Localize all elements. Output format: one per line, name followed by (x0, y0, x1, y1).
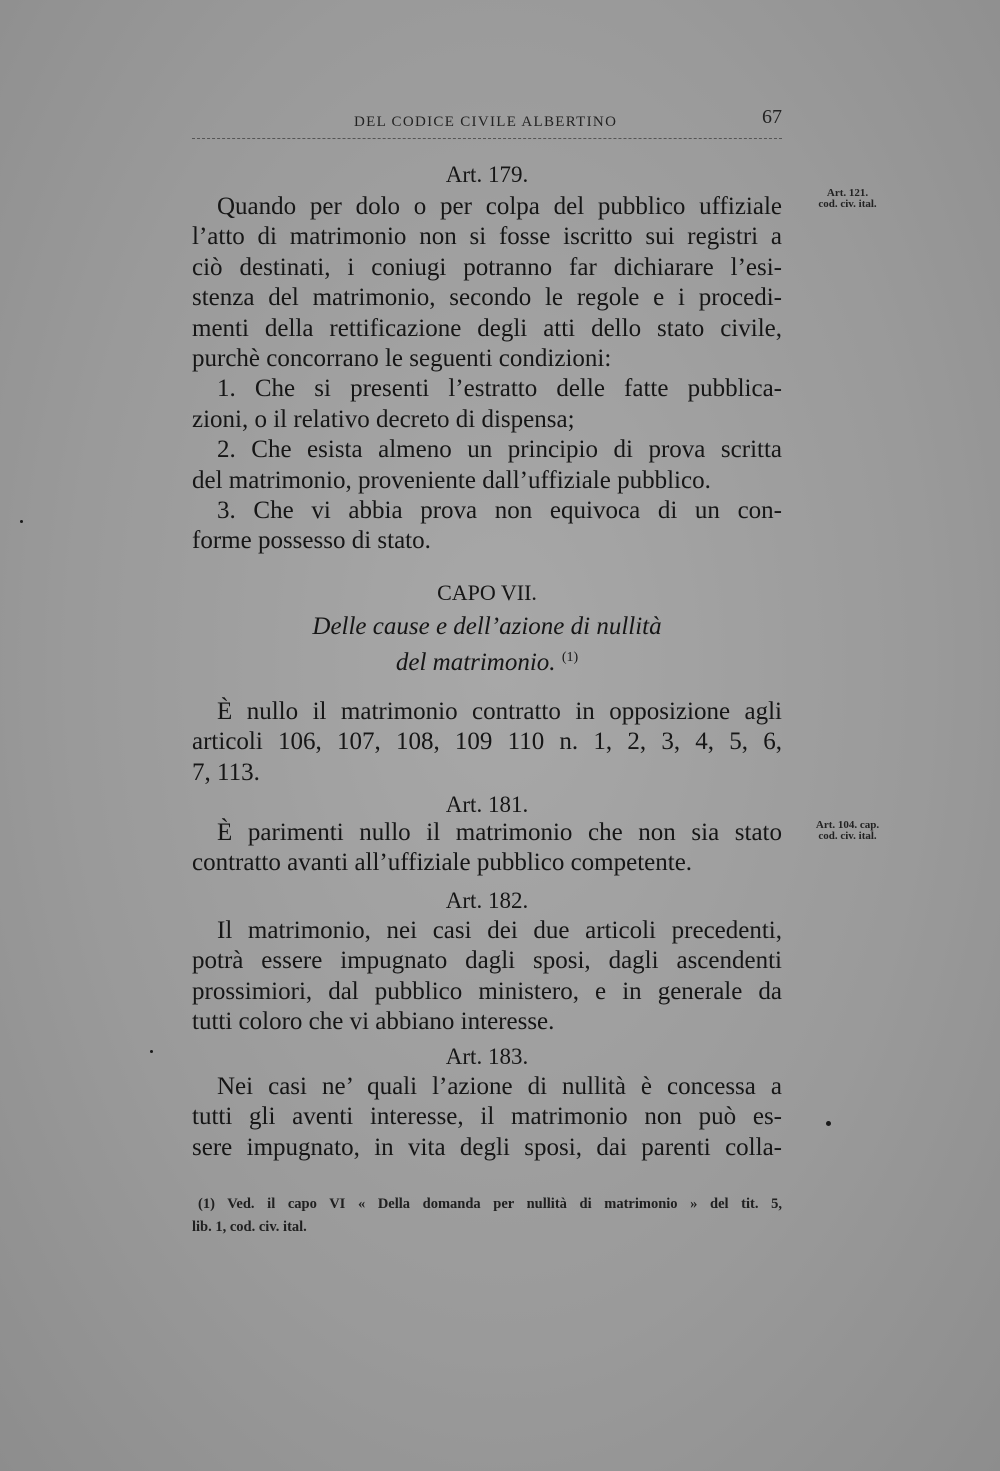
text-line: potrà essere impugnato dagli sposi, dagli ascendenti (192, 947, 782, 975)
text-line: 3. Che vi abbia prova non equivoca di un con- (217, 497, 782, 525)
text-line: articoli 106, 107, 108, 109 110 n. 1, 2, 3, 4, 5, 6, (192, 728, 782, 756)
footnote (192, 1193, 782, 1239)
article-179-body (192, 192, 782, 557)
article-179-heading: Art. 179. (445, 162, 529, 187)
footnote-reference: (1) (561, 650, 579, 665)
text-line: zioni, o il relativo decreto di dispensa; (192, 405, 575, 433)
chapter-subtitle-line-1: Delle cause e dell’azione di nullità (312, 613, 662, 640)
chapter-subtitle-line-2 (192, 643, 782, 678)
chapter-title: CAPO VII. (437, 580, 537, 605)
footnote-line-1: (1) Ved. il capo VI « Della domanda per nullità di matrimonio » del tit. 5, (198, 1196, 782, 1212)
text-line: menti della rettificazione degli atti dello stato civile, (192, 314, 782, 342)
scan-speck (150, 1050, 153, 1053)
margin-note-line: cod. civ. ital. (818, 198, 877, 210)
article-181-heading: Art. 181. (445, 792, 529, 817)
margin-note-line: Art. 104. cap. (815, 819, 880, 831)
margin-note-line: cod. civ. ital. (818, 830, 877, 842)
chapter-subtitle-text: del matrimonio. (395, 649, 556, 676)
article-181-margin-note (800, 820, 895, 842)
text-line: sere impugnato, in vita degli sposi, dai parenti colla- (192, 1133, 782, 1161)
text-line: È nullo il matrimonio contratto in opposizione agli (217, 698, 782, 725)
page-number: 67 (762, 106, 782, 128)
text-line: Quando per dolo o per colpa del pubblico uffiziale (217, 193, 782, 220)
running-title: DEL CODICE CIVILE ALBERTINO (354, 114, 618, 130)
text-line: contratto avanti all’uffiziale pubblico competente. (192, 849, 693, 877)
text-line: 7, 113. (192, 758, 260, 786)
text-line: È parimenti nullo il matrimonio che non sia stato (217, 819, 782, 846)
text-line: ciò destinati, i coniugi potranno far dichiarare l’esi- (192, 253, 782, 281)
article-182-heading: Art. 182. (445, 888, 529, 913)
text-line: prossimiori, dal pubblico ministero, e in generale da (192, 977, 782, 1005)
text-line: Il matrimonio, nei casi dei due articoli precedenti, (217, 917, 782, 944)
scan-speck (826, 1121, 831, 1126)
text-line: tutti gli aventi interesse, il matrimonio non può es- (192, 1103, 782, 1131)
margin-note-line: Art. 121. (826, 187, 869, 199)
text-line: del matrimonio, proveniente dall’uffiziale pubblico. (192, 466, 711, 494)
article-182-body (192, 916, 782, 1038)
article-180-body (192, 697, 782, 788)
text-line: l’atto di matrimonio non si fosse iscritto sui registri a (192, 223, 782, 251)
text-line: purchè concorrano le seguenti condizioni: (192, 345, 612, 373)
text-line: forme possesso di stato. (192, 527, 431, 555)
article-183-heading: Art. 183. (445, 1044, 529, 1069)
header-rule (192, 138, 782, 139)
footnote-line-2: lib. 1, cod. civ. ital. (192, 1219, 307, 1235)
article-179-margin-note (800, 188, 895, 210)
text-line: tutti coloro che vi abbiano interesse. (192, 1008, 555, 1036)
page-header (192, 108, 782, 138)
text-line: 2. Che esista almeno un principio di prova scritta (217, 436, 782, 464)
text-line: Nei casi ne’ quali l’azione di nullità è concessa a (217, 1073, 782, 1100)
article-183-body (192, 1072, 782, 1163)
text-line: stenza del matrimonio, secondo le regole e i procedi- (192, 284, 782, 312)
text-line: 1. Che si presenti l’estratto delle fatte pubblica- (217, 375, 782, 403)
article-181-body (192, 818, 782, 879)
scan-speck (20, 520, 23, 523)
